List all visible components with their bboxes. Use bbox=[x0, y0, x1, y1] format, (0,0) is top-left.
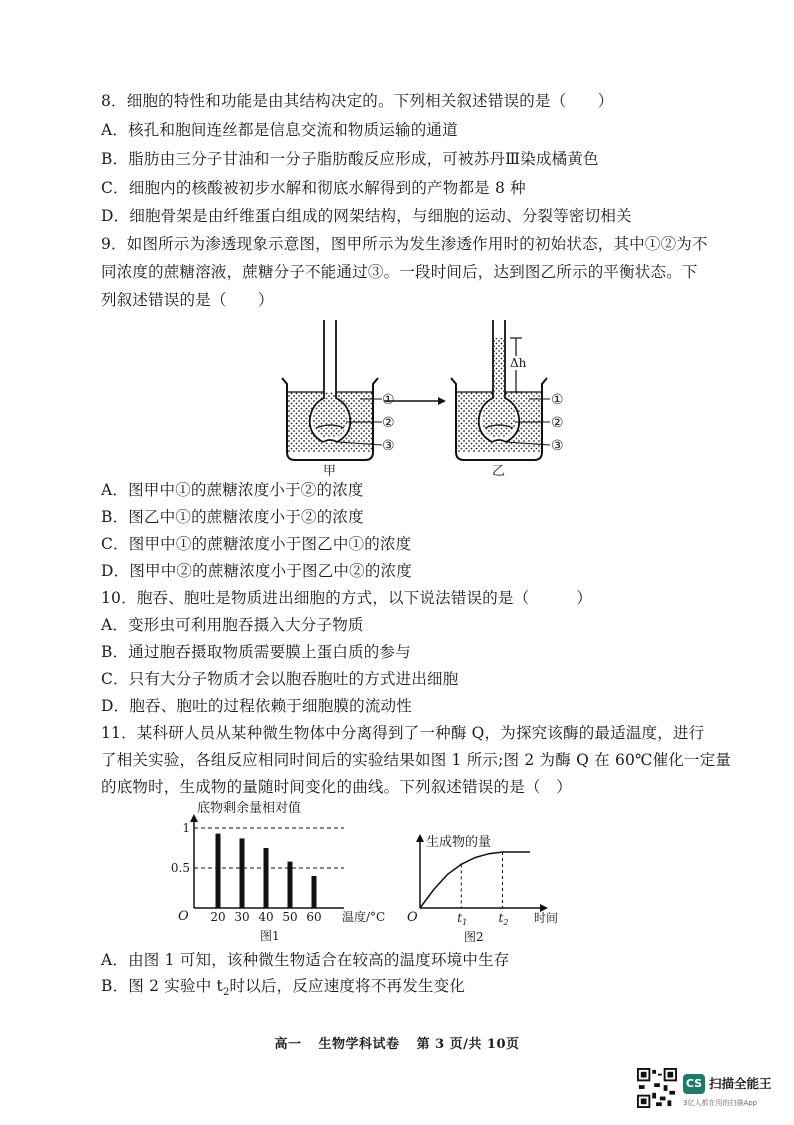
q10-option-a: A．变形虫可利用胞吞摄入大分子物质 bbox=[101, 616, 364, 634]
q9-stem-line1: 9．如图所示为渗透现象示意图，图甲所示为发生渗透作用时的初始状态，其中①②为不 bbox=[101, 235, 708, 253]
fig1-ytick-label: 0.5 bbox=[170, 861, 190, 875]
yi-mark-1: ① bbox=[551, 392, 564, 408]
q9-option-b: B．图乙中①的蔗糖浓度小于②的浓度 bbox=[101, 508, 364, 526]
q10-option-c: C．只有大分子物质才会以胞吞胞吐的方式进出细胞 bbox=[101, 670, 459, 688]
q11-option-b-pre: B．图 2 实验中 t bbox=[101, 977, 223, 995]
q8-option-b: B．脂肪由三分子甘油和一分子脂肪酸反应形成，可被苏丹Ⅲ染成橘黄色 bbox=[101, 150, 599, 168]
q10-option-d: D．胞吞、胞吐的过程依赖于细胞膜的流动性 bbox=[101, 697, 412, 715]
fig2-xtick-label: $t_1$ bbox=[457, 911, 468, 927]
q8-option-d: D．细胞骨架是由纤维蛋白组成的网架结构，与细胞的运动、分裂等密切相关 bbox=[101, 207, 632, 225]
q9-stem-line2: 同浓度的蔗糖溶液，蔗糖分子不能通过③。一段时间后，达到图乙所示的平衡状态。下 bbox=[101, 263, 698, 281]
yi-mark-2: ② bbox=[551, 415, 564, 431]
camscanner-logo: CS bbox=[683, 1074, 705, 1094]
fig2-xtick-label: $t_2$ bbox=[498, 911, 509, 927]
q11-option-b-sub: 2 bbox=[222, 987, 230, 999]
q10-option-b: B．通过胞吞摄取物质需要膜上蛋白质的参与 bbox=[101, 643, 411, 661]
q9-option-d: D．图甲中②的蔗糖浓度小于图乙中②的浓度 bbox=[101, 562, 412, 580]
delta-h-label: Δh bbox=[510, 356, 527, 370]
page-footer bbox=[0, 1033, 794, 1052]
q8-option-c: C．细胞内的核酸被初步水解和彻底水解得到的产物都是 8 种 bbox=[101, 179, 526, 197]
fig1-xtick-label: 40 bbox=[258, 910, 274, 924]
osmosis-diagram bbox=[270, 312, 580, 482]
fig1-ylabel: 底物剩余量相对值 bbox=[197, 801, 302, 816]
fig1-bar bbox=[288, 862, 293, 908]
fig1-xtick-label: 30 bbox=[234, 910, 250, 924]
q10-stem: 10．胞吞、胞吐是物质进出细胞的方式，以下说法错误的是（ ） bbox=[101, 589, 593, 607]
footer-page-number: 第 3 页/共 10页 bbox=[416, 1037, 520, 1052]
beaker-yi bbox=[451, 320, 547, 460]
fig1-origin: O bbox=[178, 909, 189, 924]
fig2-y-arrow bbox=[416, 834, 424, 842]
qr-code-icon bbox=[637, 1068, 677, 1108]
fig1-bar bbox=[240, 838, 245, 908]
fig1-caption: 图1 bbox=[260, 929, 280, 943]
fig1-ytick-label: 1 bbox=[182, 821, 190, 835]
camscanner-tagline: 3亿人都在用的扫描App bbox=[683, 1099, 758, 1107]
q11-stem-line1: 11．某科研人员从某种微生物体中分离得到了一种酶 Q，为探究该酶的最适温度，进行 bbox=[101, 724, 705, 742]
q11-stem-line3: 的底物时，生成物的量随时间变化的曲线。下列叙述错误的是（ ） bbox=[101, 778, 573, 796]
fig2-origin: O bbox=[407, 910, 418, 925]
jia-mark-1: ① bbox=[382, 392, 395, 408]
q11-option-a: A．由图 1 可知，该种微生物适合在较高的温度环境中生存 bbox=[101, 951, 510, 969]
q8-option-a: A．核孔和胞间连丝都是信息交流和物质运输的通道 bbox=[101, 121, 458, 139]
scanner-watermark bbox=[637, 1068, 777, 1114]
fig1-xtick-label: 50 bbox=[282, 910, 298, 924]
fig2-xlabel: 时间 bbox=[534, 911, 559, 925]
fig1-bar bbox=[264, 848, 269, 908]
jia-mark-3: ③ bbox=[382, 438, 395, 454]
fig1-xtick-label: 20 bbox=[210, 910, 226, 924]
fig2-xtick-subscript: 2 bbox=[503, 918, 509, 927]
fig1-bar bbox=[312, 876, 317, 908]
q9-stem-line3: 列叙述错误的是（ ） bbox=[101, 291, 274, 309]
fig1-xlabel: 温度/°C bbox=[342, 910, 386, 924]
fig2-xtick-subscript: 1 bbox=[462, 918, 468, 927]
q11-option-b-post: 时以后，反应速度将不再发生变化 bbox=[229, 977, 466, 995]
figure2-line-chart bbox=[400, 826, 580, 948]
figure1-bar-chart bbox=[170, 796, 400, 948]
footer-subject: 生物学科试卷 bbox=[318, 1037, 400, 1052]
q11-stem-line2: 了相关实验，各组反应相同时间后的实验结果如图 1 所示;图 2 为酶 Q 在 60℃催化一定量 bbox=[101, 751, 732, 769]
q8-stem: 8．细胞的特性和功能是由其结构决定的。下列相关叙述错误的是（ ） bbox=[101, 92, 614, 110]
footer-grade: 高一 bbox=[274, 1037, 302, 1052]
camscanner-name: 扫描全能王 bbox=[709, 1076, 772, 1091]
beaker-jia bbox=[282, 320, 378, 460]
q9-option-c: C．图甲中①的蔗糖浓度小于图乙中①的浓度 bbox=[101, 535, 412, 553]
fig2-curve bbox=[420, 852, 530, 908]
label-jia: 甲 bbox=[323, 464, 337, 479]
fig1-bar bbox=[216, 834, 221, 908]
q9-option-a: A．图甲中①的蔗糖浓度小于②的浓度 bbox=[101, 481, 364, 499]
yi-mark-3: ③ bbox=[551, 438, 564, 454]
fig2-caption: 图2 bbox=[464, 930, 484, 944]
label-yi: 乙 bbox=[492, 464, 506, 479]
jia-mark-2: ② bbox=[382, 415, 395, 431]
q11-option-b bbox=[101, 976, 465, 1003]
fig2-ylabel: 生成物的量 bbox=[426, 835, 492, 850]
fig1-xtick-label: 60 bbox=[306, 910, 322, 924]
